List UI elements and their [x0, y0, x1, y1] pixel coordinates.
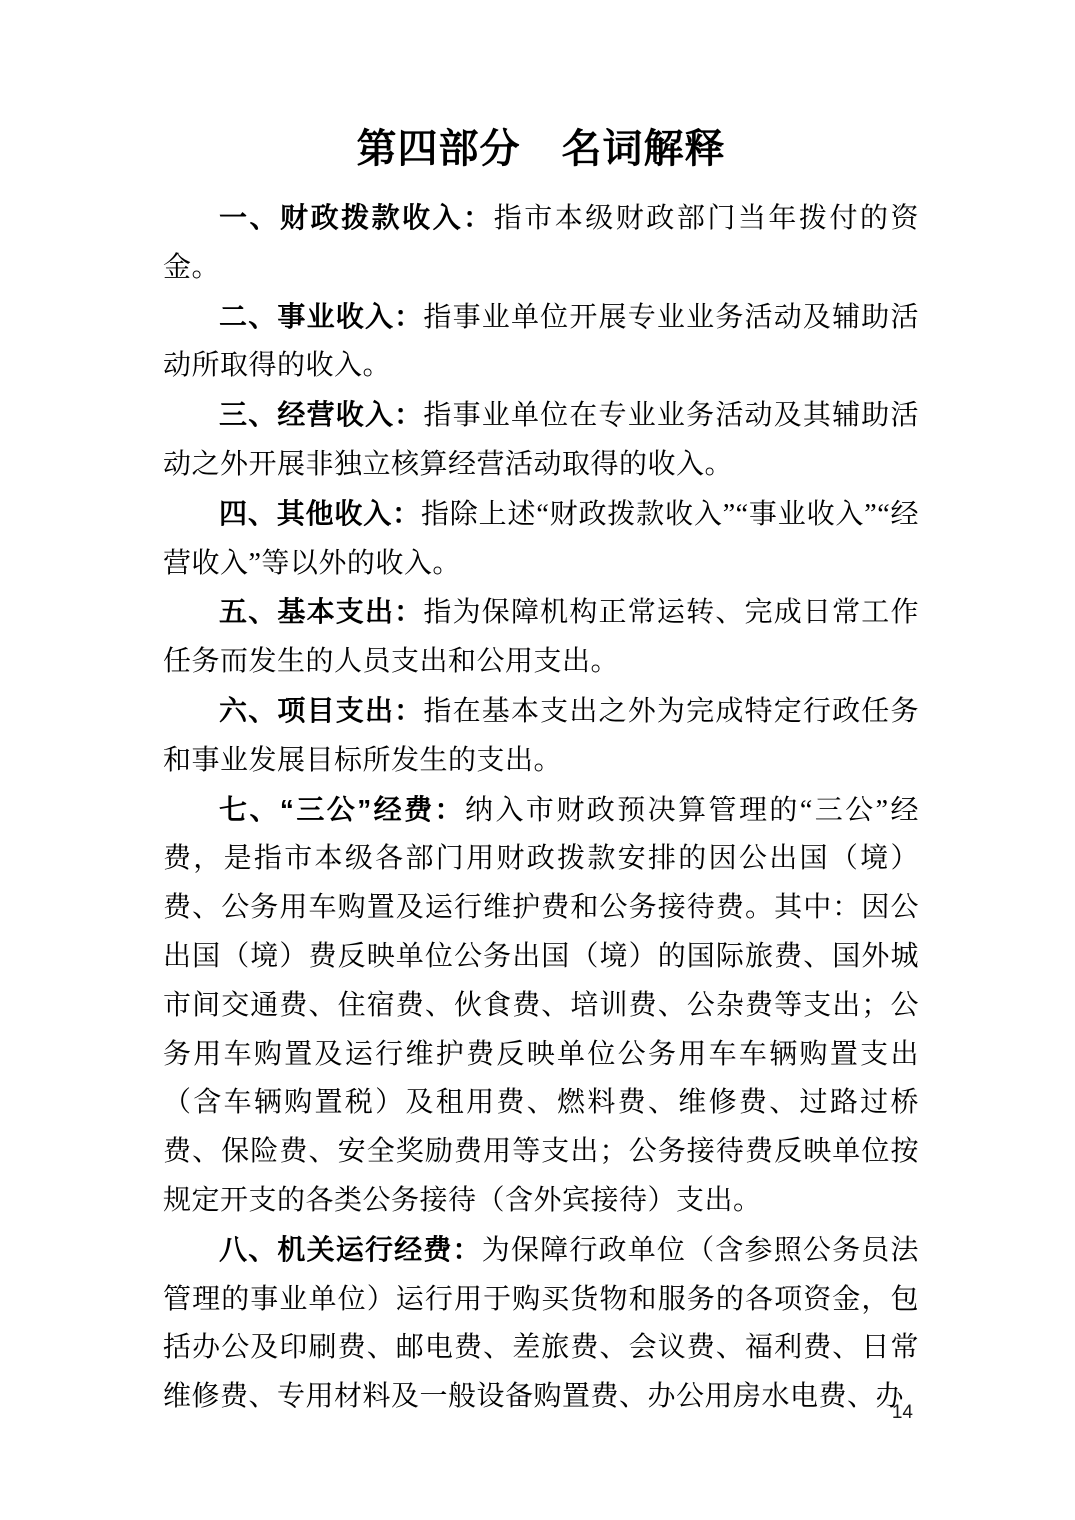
definition-paragraph: [163, 293, 919, 392]
definition-paragraph: [163, 391, 919, 490]
definition-term: 七、“三公”经费：: [219, 793, 465, 825]
definition-paragraph: [163, 687, 919, 786]
document-content: [163, 0, 919, 1422]
definition-text: 指为保障机构正常运转、完成日常工作任务而发生的人员支出和公用支出。: [163, 597, 919, 678]
page-number: 14: [891, 1402, 913, 1423]
definition-term: 八、机关运行经费：: [219, 1233, 482, 1265]
definition-text: 指事业单位在专业业务活动及其辅助活动之外开展非独立核算经营活动取得的收入。: [163, 400, 919, 480]
definition-term: 四、其他收入：: [219, 497, 421, 529]
page-title: 第四部分 名词解释: [356, 127, 726, 171]
definition-paragraph: [163, 1226, 919, 1422]
definition-paragraph: [163, 786, 919, 1226]
definition-text: 指在基本支出之外为完成特定行政任务和事业发展目标所发生的支出。: [163, 695, 919, 776]
definition-paragraph: [163, 194, 919, 293]
definition-term: 五、基本支出：: [219, 596, 424, 628]
definition-term: 六、项目支出：: [219, 694, 424, 726]
definition-term: 二、事业收入：: [219, 300, 424, 332]
definition-text: 指事业单位开展专业业务活动及辅助活动所取得的收入。: [163, 301, 919, 382]
definition-paragraph: [163, 588, 919, 687]
definition-term: 一、财政拨款收入：: [219, 202, 494, 233]
definition-text: 纳入市财政预决算管理的“三公”经费，是指市本级各部门用财政拨款安排的因公出国（境）费、公务用车购置及运行维护费和公务接待费。其中：因公出国（境）费反映单位公务出国（境）的国际旅费、国外城市间交通费、住宿费、伙食费、培训费、公杂费等支出；公务用车购置及运行维护费反映单位公务用车车辆购置支出（含车辆购置税）及租用费、燃料费、维修费、过路过桥费、保险费、安全奖励费用等支出；公务接待费反映单位按规定开支的各类公务接待（含外宾接待）支出。: [163, 794, 919, 1216]
definition-text: 指除上述“财政拨款收入”“事业收入”“经营收入”等以外的收入。: [163, 498, 919, 579]
definition-text: 为保障行政单位（含参照公务员法管理的事业单位）运行用于购买货物和服务的各项资金，包括办公及印刷费、邮电费、差旅费、会议费、福利费、日常维修费、专用材料及一般设备购置费、办公用房水电费、办: [163, 1234, 919, 1413]
definition-term: 三、经营收入：: [219, 399, 424, 431]
definition-paragraph: [163, 490, 919, 589]
definition-text: 指市本级财政部门当年拨付的资金。: [163, 203, 919, 283]
